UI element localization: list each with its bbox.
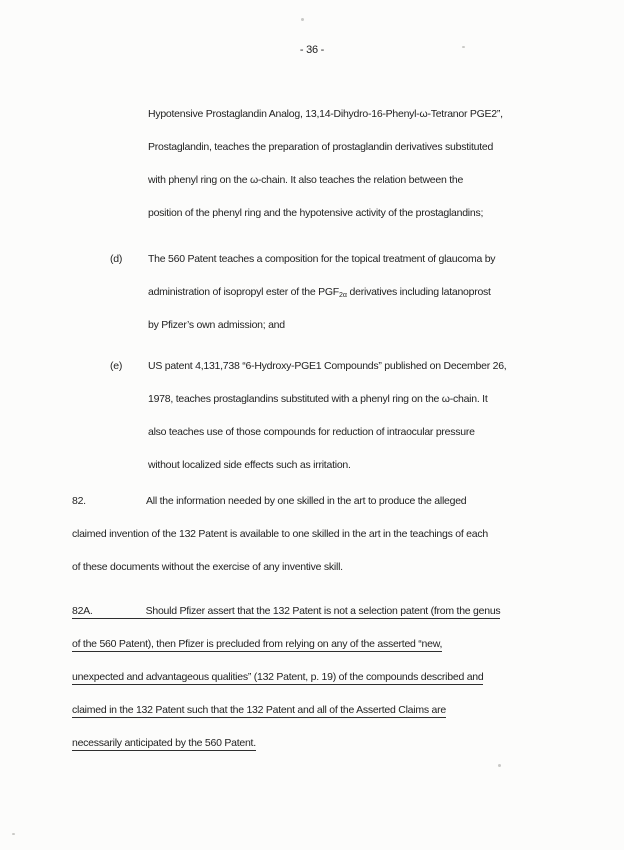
underlined-text: necessarily anticipated by the 560 Patent. [72, 737, 256, 749]
underlined-text: unexpected and advantageous qualities” (132 Patent, p. 19) of the compounds described and [72, 671, 484, 683]
text-line [72, 661, 500, 694]
scan-artifact [498, 764, 501, 767]
text-line [72, 727, 500, 760]
paragraph-d [110, 243, 495, 342]
paragraph-e [110, 350, 506, 482]
text-line: by Pfizer’s own admission; and [148, 319, 285, 331]
underlined-text: of the 560 Patent), then Pfizer is precluded from relying on any of the asserted “new, [72, 638, 443, 650]
text-segment: Should Pfizer assert that the 132 Patent is not a selection patent (from the genus [145, 605, 501, 617]
text-line: of these documents without the exercise of any inventive skill. [72, 561, 343, 573]
text-line: also teaches use of those compounds for reduction of intraocular pressure [148, 426, 475, 438]
text-line: with phenyl ring on the ω-chain. It also teaches the relation between the [148, 174, 464, 186]
paragraph-c-continuation [148, 98, 503, 230]
scan-artifact [462, 46, 465, 48]
paragraph-82a [72, 595, 500, 760]
paragraph-number: 82. [72, 495, 86, 507]
text-line [72, 628, 500, 661]
item-label-e: (e) [110, 360, 123, 372]
text-line: Prostaglandin, teaches the preparation of prostaglandin derivatives substituted [148, 141, 494, 153]
scan-artifact [12, 833, 15, 835]
text-line [148, 276, 495, 309]
paragraph-82 [72, 485, 488, 584]
text-line: claimed invention of the 132 Patent is available to one skilled in the art in the teachings of each [72, 528, 488, 540]
paragraph-number: 82A. [72, 605, 93, 617]
text-line [110, 243, 495, 276]
text-line [72, 694, 500, 727]
subscript-text: 2α [338, 292, 347, 299]
text-line: position of the phenyl ring and the hypotensive activity of the prostaglandins; [148, 207, 484, 219]
text-line [110, 350, 506, 383]
text-segment: derivatives including latanoprost [346, 286, 491, 298]
scan-artifact [301, 18, 304, 21]
text-segment: US patent 4,131,738 “6-Hydroxy-PGE1 Compounds” published on December 26, [148, 360, 507, 372]
text-segment: The 560 Patent teaches a composition for the topical treatment of glaucoma by [148, 253, 496, 265]
underlined-text [72, 605, 500, 619]
underlined-text: claimed in the 132 Patent such that the 132 Patent and all of the Asserted Claims are [72, 704, 446, 716]
text-segment: All the information needed by one skilled in the art to produce the alleged [146, 495, 467, 507]
text-line: 1978, teaches prostaglandins substituted with a phenyl ring on the ω-chain. It [148, 393, 488, 405]
text-line [72, 595, 500, 628]
text-segment: administration of isopropyl ester of the PGF [148, 286, 339, 298]
page-number: - 36 - [299, 44, 325, 56]
item-label-d: (d) [110, 253, 123, 265]
text-line: Hypotensive Prostaglandin Analog, 13,14-Dihydro-16-Phenyl-ω-Tetranor PGE2”, [148, 108, 503, 120]
text-line: without localized side effects such as irritation. [148, 459, 351, 471]
text-line [72, 485, 488, 518]
